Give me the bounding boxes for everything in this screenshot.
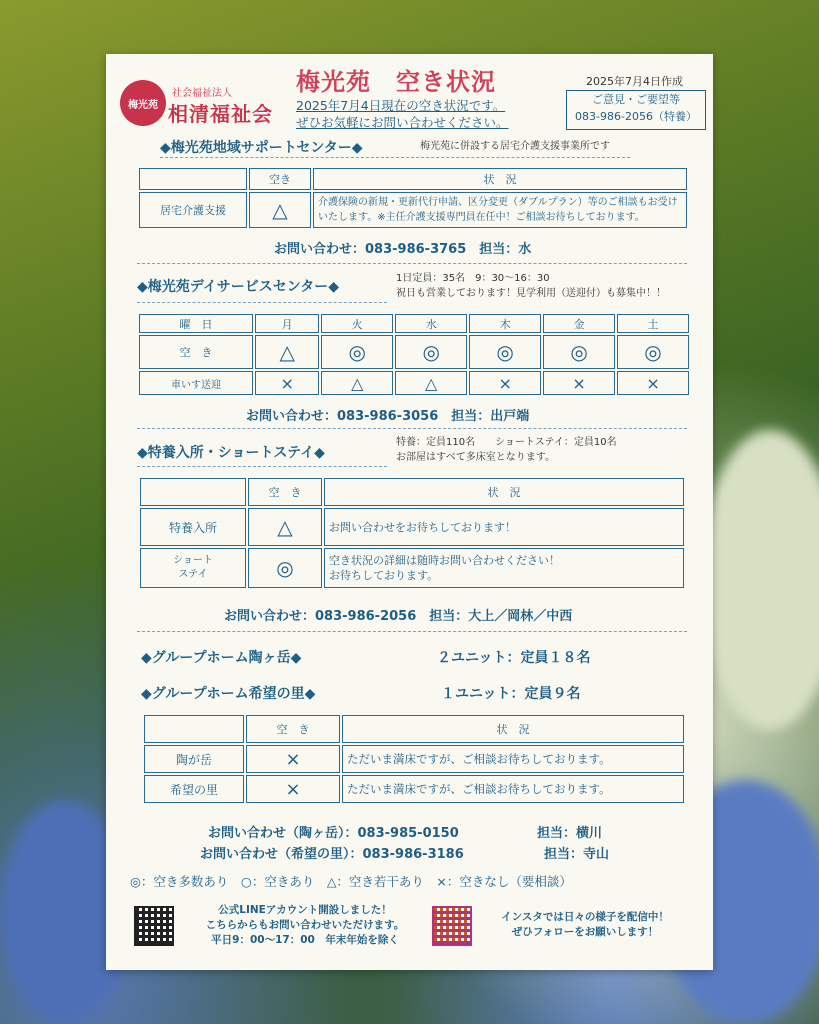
table-corner bbox=[139, 168, 247, 190]
availability-symbol: × bbox=[469, 371, 541, 395]
availability-symbol: ◎ bbox=[543, 335, 615, 369]
label-line: ショート bbox=[173, 555, 213, 566]
label-line: ステイ bbox=[178, 569, 208, 580]
status-text: ただいま満床ですが、ご相談お待ちしております。 bbox=[342, 745, 684, 773]
status-line: 空き状況の詳細は随時お問い合わせください！ bbox=[329, 554, 560, 567]
availability-symbol: × bbox=[246, 745, 340, 773]
col-empty-header: 空 き bbox=[248, 478, 322, 506]
availability-symbol: △ bbox=[255, 335, 319, 369]
col-status-header: 状 況 bbox=[342, 715, 684, 743]
subtitle-line: 2025年7月4日現在の空き状況です。 bbox=[296, 98, 506, 113]
availability-symbol: ◎ bbox=[617, 335, 689, 369]
line-announcement bbox=[190, 903, 420, 948]
group-home-inquiry: お問い合わせ（希望の里）：083-986-3186 bbox=[200, 847, 464, 862]
logo-mark: 梅光苑 bbox=[120, 80, 166, 126]
availability-symbol: △ bbox=[321, 371, 393, 395]
group-home-staff: 担当：寺山 bbox=[544, 847, 610, 862]
availability-symbol: ◎ bbox=[248, 548, 322, 588]
logo-name: 相清福祉会 bbox=[168, 102, 273, 126]
day-cell: 月 bbox=[255, 314, 319, 333]
divider bbox=[137, 302, 387, 303]
page-subtitle bbox=[296, 97, 509, 131]
day-service-inquiry: お問い合わせ：083-986-3056 担当：出戸端 bbox=[246, 409, 530, 424]
availability-symbol: ◎ bbox=[469, 335, 541, 369]
instagram-announcement bbox=[480, 910, 690, 940]
row-label: 居宅介護支援 bbox=[139, 192, 247, 228]
status-line: お待ちしております。 bbox=[329, 569, 439, 582]
availability-symbol: △ bbox=[249, 192, 311, 228]
support-center-heading: ◆梅光苑地域サポートセンター◆ bbox=[160, 140, 363, 156]
day-service-note bbox=[396, 271, 666, 301]
logo-corporation-type: 社会福祉法人 bbox=[172, 88, 232, 99]
page-title: 梅光苑 空き状況 bbox=[296, 68, 496, 96]
nursing-heading: ◆特養入所・ショートステイ◆ bbox=[137, 445, 325, 461]
col-status-header: 状 況 bbox=[324, 478, 684, 506]
nursing-table bbox=[138, 476, 686, 590]
support-center-inquiry: お問い合わせ：083-986-3765 担当：水 bbox=[274, 242, 532, 257]
day-service-heading: ◆梅光苑デイサービスセンター◆ bbox=[137, 279, 339, 295]
row-label bbox=[140, 548, 246, 588]
row-label: 陶が岳 bbox=[144, 745, 244, 773]
group-home-staff: 担当：横川 bbox=[537, 826, 603, 841]
availability-symbol: ◎ bbox=[321, 335, 393, 369]
row-header-wheelchair: 車いす送迎 bbox=[139, 371, 253, 395]
divider bbox=[137, 631, 687, 632]
row-header-days: 曜 日 bbox=[139, 314, 253, 333]
table-corner bbox=[140, 478, 246, 506]
day-service-table bbox=[137, 312, 691, 397]
group-home-inquiry: お問い合わせ（陶ヶ岳）：083-985-0150 bbox=[208, 826, 459, 841]
status-text bbox=[324, 548, 684, 588]
group-home-capacity: １ユニット：定員９名 bbox=[441, 686, 581, 702]
day-cell: 土 bbox=[617, 314, 689, 333]
nursing-note bbox=[396, 435, 617, 465]
divider bbox=[137, 428, 687, 429]
row-label: 特養入所 bbox=[140, 508, 246, 546]
group-home-heading: ◆グループホーム希望の里◆ bbox=[141, 686, 316, 702]
availability-symbol: △ bbox=[395, 371, 467, 395]
footer-line: ぜひフォローをお願いします！ bbox=[511, 926, 659, 938]
availability-symbol: × bbox=[543, 371, 615, 395]
day-cell: 火 bbox=[321, 314, 393, 333]
nursing-inquiry: お問い合わせ：083-986-2056 担当：大上／岡林／中西 bbox=[224, 609, 573, 624]
row-label: 希望の里 bbox=[144, 775, 244, 803]
created-date: 2025年7月4日作成 bbox=[586, 75, 683, 88]
divider bbox=[137, 466, 387, 467]
background-flower bbox=[700, 430, 819, 730]
group-home-heading: ◆グループホーム陶ヶ岳◆ bbox=[141, 650, 302, 666]
group-home-table bbox=[142, 713, 686, 805]
support-center-table bbox=[137, 166, 689, 230]
day-cell: 水 bbox=[395, 314, 467, 333]
divider bbox=[137, 263, 687, 264]
table-corner bbox=[144, 715, 244, 743]
divider bbox=[160, 157, 630, 158]
note-line: 祝日も営業しております！見学利用（送迎付）も募集中！！ bbox=[396, 288, 666, 299]
instagram-qr-code[interactable] bbox=[432, 906, 472, 946]
footer-line: インスタでは日々の様子を配信中！ bbox=[501, 911, 669, 923]
group-home-capacity: ２ユニット：定員１８名 bbox=[437, 650, 591, 666]
subtitle-line: ぜひお気軽にお問い合わせください。 bbox=[296, 115, 509, 130]
symbol-legend: ◎：空き多数あり ○：空きあり △：空き若干あり ×：空きなし（要相談） bbox=[130, 874, 572, 889]
availability-symbol: ◎ bbox=[395, 335, 467, 369]
availability-symbol: × bbox=[255, 371, 319, 395]
footer-line: 公式LINEアカウント開設しました！ bbox=[218, 904, 392, 916]
footer-line: 平日9：00〜17：00 年末年始を除く bbox=[211, 934, 399, 946]
day-cell: 金 bbox=[543, 314, 615, 333]
availability-symbol: △ bbox=[248, 508, 322, 546]
line-qr-code[interactable] bbox=[134, 906, 174, 946]
day-cell: 木 bbox=[469, 314, 541, 333]
footer-line: こちらからもお問い合わせいただけます。 bbox=[205, 919, 405, 931]
note-line: お部屋はすべて多床室となります。 bbox=[396, 452, 555, 463]
status-text: ただいま満床ですが、ご相談お待ちしております。 bbox=[342, 775, 684, 803]
contact-box bbox=[566, 90, 706, 130]
support-center-note: 梅光苑に併設する居宅介護支援事業所です bbox=[420, 141, 610, 152]
availability-symbol: × bbox=[246, 775, 340, 803]
contact-label: ご意見・ご要望等 bbox=[592, 93, 680, 106]
row-header-empty: 空 き bbox=[139, 335, 253, 369]
note-line: 1日定員：35名 9：30〜16：30 bbox=[396, 273, 550, 284]
status-text: お問い合わせをお待ちしております！ bbox=[324, 508, 684, 546]
contact-phone: 083-986-2056（特養） bbox=[575, 110, 697, 123]
col-empty-header: 空 き bbox=[246, 715, 340, 743]
col-empty-header: 空き bbox=[249, 168, 311, 190]
note-line: 特養：定員110名 ショートステイ：定員10名 bbox=[396, 437, 617, 448]
col-status-header: 状 況 bbox=[313, 168, 687, 190]
status-text: 介護保険の新規・更新代行申請、区分変更（ダブルプラン）等のご相談もお受けいたします。※主任介護支援専門員在任中！ご相談お待ちしております。 bbox=[313, 192, 687, 228]
availability-symbol: × bbox=[617, 371, 689, 395]
